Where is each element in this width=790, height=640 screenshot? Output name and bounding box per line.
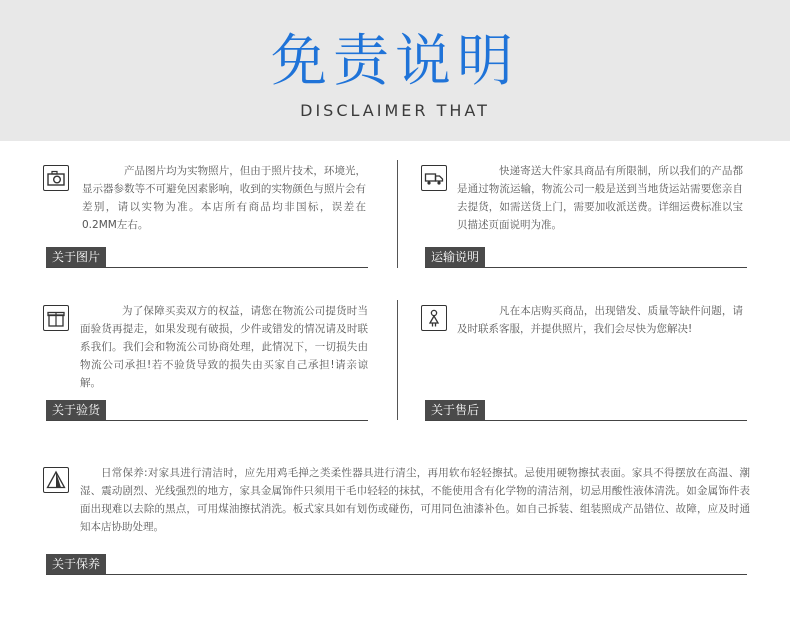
maintenance-label: 关于保养 bbox=[46, 554, 106, 574]
maintenance-text: 日常保养:对家具进行清洁时，应先用鸡毛掸之类柔性器具进行清尘，再用软布轻轻擦拭。忌使用硬物擦拭表面。家具不得摆放在高温、潮湿、震动剧烈、光线强烈的地方，家具金属饰件只须用干毛巾轻轻的抹拭，不能使用含有化学物的清洁剂，切忌用酸性液体清洗。如金属饰件表面出现难以去除的黑点，可用煤油擦拭消洗。板式家具如有划伤或碰伤，可用同色油漆补色。如自己拆装、组装照成产品错位、故障，应及时通知本店协助处理。 bbox=[80, 467, 750, 533]
person-icon bbox=[421, 305, 447, 331]
inspection-label: 关于验货 bbox=[46, 400, 106, 420]
header-banner bbox=[0, 0, 790, 141]
maintenance-rule bbox=[46, 574, 747, 575]
shipping-text: 快递寄送大件家具商品有所限制，所以我们的产品都是通过物流运输，物流公司一般是送到当地货运站需要您亲自去提货，如需送货上门，需要加收派送费。详细运费标准以宝贝描述页面说明为准。 bbox=[457, 165, 743, 231]
aftersales-rule bbox=[425, 420, 747, 421]
truck-icon bbox=[421, 165, 447, 191]
pictures-label: 关于图片 bbox=[46, 247, 106, 267]
shipping-rule bbox=[425, 267, 747, 268]
page-title: 免责说明 bbox=[271, 29, 519, 94]
inspection-text: 为了保障买卖双方的权益，请您在物流公司提货时当面验货再提走，如果发现有破损，少件或错发的情况请及时联系我们。我们会和物流公司协商处理，此情况下，一切损失由物流公司承担!若不验货导致的损失由买家自己承担!请亲谅解。 bbox=[80, 305, 368, 389]
pictures-text: 产品图片均为实物照片，但由于照片技术，环境光，显示器参数等不可避免因素影响，收到的实物颜色与照片会有差别，请以实物为准。本店所有商品均非国标，误差在0.2MM左右。 bbox=[82, 165, 366, 231]
aftersales-label: 关于售后 bbox=[425, 400, 485, 420]
page-subtitle: DISCLAIMER THAT bbox=[300, 101, 490, 120]
shipping-label: 运输说明 bbox=[425, 247, 485, 267]
aftersales-text: 凡在本店购买商品，出现错发、质量等缺件问题，请及时联系客服，并提供照片，我们会尽快为您解决! bbox=[457, 305, 743, 335]
column-divider bbox=[397, 300, 398, 420]
inspection-rule bbox=[46, 420, 368, 421]
column-divider bbox=[397, 160, 398, 268]
camera-icon bbox=[43, 165, 69, 191]
pictures-rule bbox=[46, 267, 368, 268]
warning-triangle-icon bbox=[43, 467, 69, 493]
package-icon bbox=[43, 305, 69, 331]
